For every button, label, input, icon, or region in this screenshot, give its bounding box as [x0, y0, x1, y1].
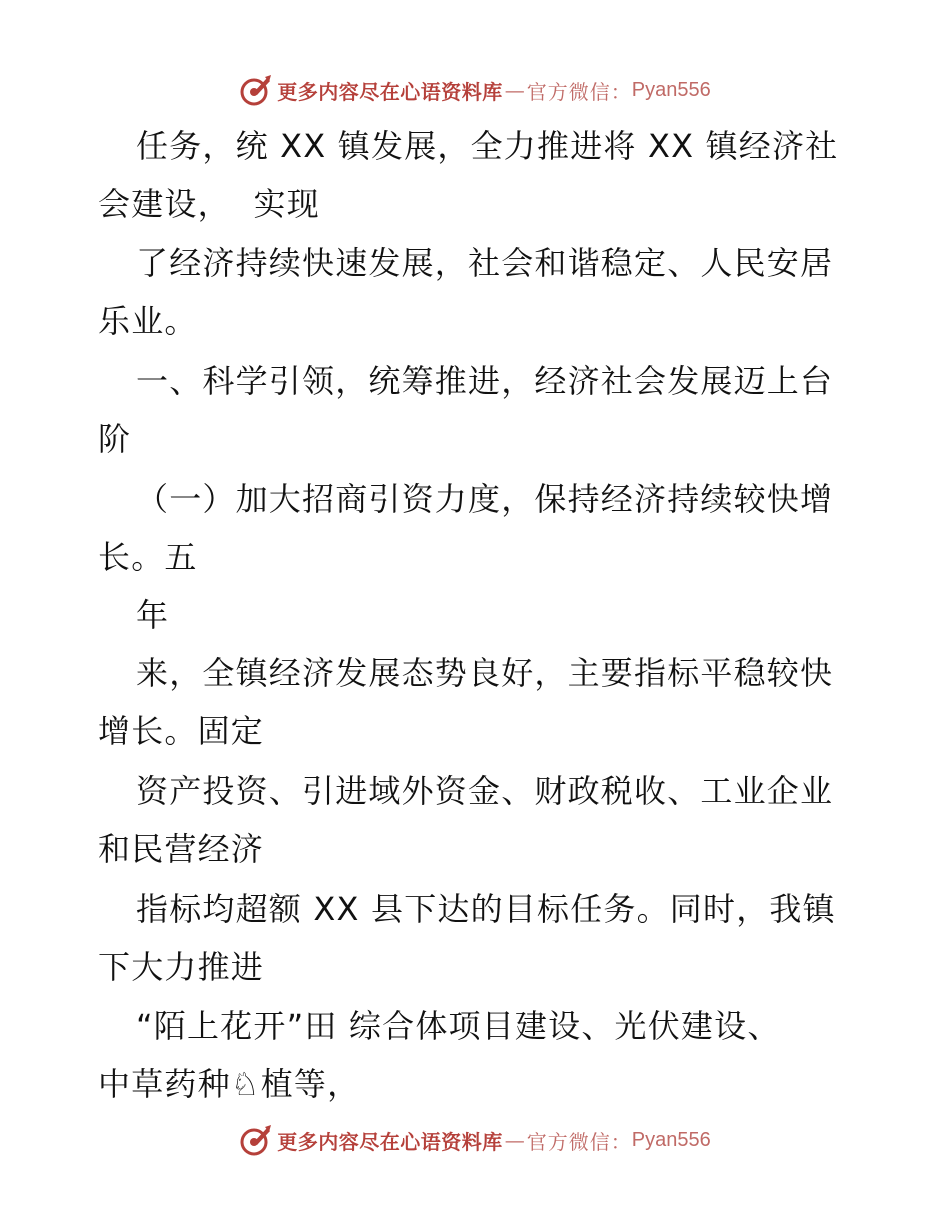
banner-wechat-label: 官方微信： [526, 1129, 632, 1154]
text-line: 指标均超额 XX 县下达的目标任务。同时，我镇 [136, 890, 836, 928]
footer-banner [0, 1120, 950, 1160]
pen-nib-logo-icon [239, 1123, 273, 1157]
text-line: 乐业。 [98, 302, 198, 340]
banner-separator: — [504, 1128, 525, 1152]
text-line: “陌上花开”田 综合体项目建设、光伏建设、 [136, 1007, 781, 1045]
text-line: 中草药种♘植等， [98, 1065, 361, 1103]
text-line: 资产投资、引进域外资金、财政税收、工业企业 [136, 772, 834, 810]
banner-text: 更多内容尽在心语资料库 [277, 1129, 503, 1154]
text-line: 了经济持续快速发展，社会和谐稳定、人民安居 [136, 244, 834, 282]
text-line: （一）加大招商引资力度，保持经济持续较快增 [136, 480, 834, 518]
text-line: 增长。固定 [98, 712, 265, 750]
banner-wechat-id: Pyan556 [631, 78, 711, 101]
text-line: 下大力推进 [98, 948, 265, 986]
banner-wechat-id: Pyan556 [631, 1128, 711, 1151]
text-line: 会建设， 实现 [98, 185, 320, 223]
text-line: 阶 [98, 420, 132, 458]
text-line: 和民营经济 [98, 830, 265, 868]
banner-separator: — [504, 78, 525, 102]
banner-wechat-label: 官方微信： [526, 79, 632, 104]
text-line: 一、科学引领，统筹推进，经济社会发展迈上台 [136, 362, 834, 400]
text-line: 任务，统 XX 镇发展，全力推进将 XX 镇经济社 [136, 127, 839, 165]
banner-text: 更多内容尽在心语资料库 [277, 79, 503, 104]
text-line: 长。五 [98, 538, 198, 576]
text-line: 年 [136, 596, 170, 634]
text-line: 来，全镇经济发展态势良好，主要指标平稳较快 [136, 654, 834, 692]
